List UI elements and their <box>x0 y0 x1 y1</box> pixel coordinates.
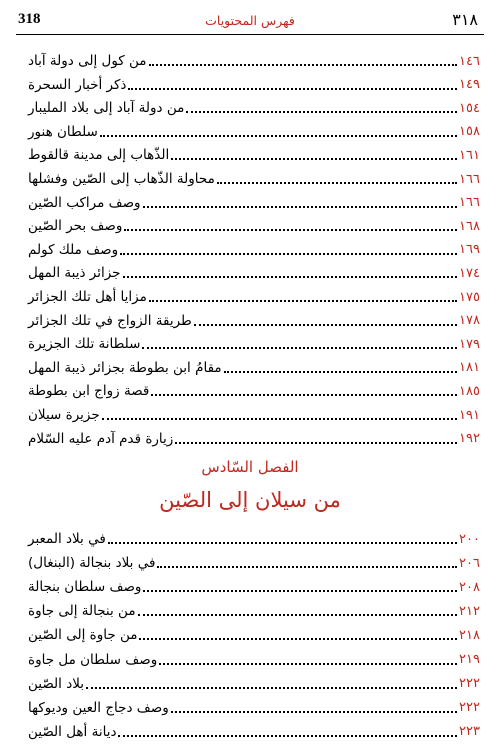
toc-entry-title: وصف سلطان بنجالة <box>28 579 142 596</box>
toc-entry-title: مقامُ ابن بطوطة بجزائر ذيبة المهل <box>28 359 222 376</box>
toc-entry-title: وصف بحر الصّين <box>28 218 123 235</box>
toc-entry-page: ١٩٢ <box>459 431 480 447</box>
toc-entry <box>24 121 482 143</box>
toc-entry-page: ١٦٩ <box>459 242 480 258</box>
dot-leader <box>120 253 457 255</box>
dot-leader <box>143 590 457 592</box>
toc-entry-page: ١٤٦ <box>459 53 480 69</box>
dot-leader <box>128 88 457 90</box>
toc-entry-title: من جاوة إلى الصّين <box>28 627 138 644</box>
toc-entry <box>24 576 482 598</box>
toc-entry <box>24 428 482 450</box>
toc-entry-title: بلاد الصّين <box>28 675 85 692</box>
page-number-latin: 318 <box>18 11 41 27</box>
toc-entry-title: جزيرة سيلان <box>28 407 100 423</box>
chapter-title: من سيلان إلى الصّين <box>159 488 341 512</box>
dot-leader <box>149 64 458 66</box>
dot-leader <box>157 566 457 568</box>
toc-entry-title: سلطانة تلك الجزيرة <box>28 336 141 353</box>
dot-leader <box>151 394 457 396</box>
toc-entry-page: ١٩١ <box>459 407 480 423</box>
toc-entry-title: وصف دجاج العين وديوكها <box>28 699 169 716</box>
toc-entry <box>24 239 482 261</box>
toc-entry-title: جزائر ذيبة المهل <box>28 265 121 282</box>
toc-entry-title: زيارة قدم آدم عليه السّلام <box>28 430 174 447</box>
toc-entry-page: ١٦١ <box>459 147 480 163</box>
toc-entry-title: سلطان هنور <box>28 123 98 140</box>
toc-entry-page: ١٧٩ <box>459 336 480 352</box>
running-title: فهرس المحتويات <box>205 13 295 28</box>
toc-entry-page: ١٧٥ <box>459 289 480 305</box>
toc-entry-title: وصف ملك كولم <box>28 241 119 258</box>
toc-entry <box>24 97 482 119</box>
dot-leader <box>142 347 457 349</box>
dot-leader <box>86 687 457 689</box>
toc-entry-title: مزايا أهل تلك الجزائر <box>28 289 147 305</box>
toc-entry <box>24 404 482 426</box>
dot-leader <box>175 442 457 444</box>
toc-entry <box>24 552 482 574</box>
dot-leader <box>143 206 457 208</box>
toc-entry <box>24 168 482 190</box>
toc-entry-page: ٢٢٣ <box>459 724 480 740</box>
toc-entry-page: ١٦٦ <box>459 195 480 211</box>
dot-leader <box>124 229 457 231</box>
toc-entry-page: ١٤٩ <box>459 77 480 93</box>
toc-entry-page: ١٦٨ <box>459 218 480 234</box>
toc-entry <box>24 262 482 284</box>
toc-entry-page: ٢١٢ <box>459 603 480 619</box>
toc-entry <box>24 50 482 72</box>
toc-entry-title: الذّهاب إلى مدينة قالقوط <box>28 147 170 164</box>
toc-entry-title: طريقة الزواج في تلك الجزائر <box>28 312 192 329</box>
toc-entry <box>24 310 482 332</box>
dot-leader <box>102 418 457 420</box>
toc-entry-page: ١٧٤ <box>459 265 480 281</box>
dot-leader <box>139 638 457 640</box>
page-number-arabic: ٣١٨ <box>452 10 478 29</box>
toc-entry <box>24 215 482 237</box>
toc-entry <box>24 286 482 308</box>
toc-entry <box>24 74 482 96</box>
toc-entry-title: في بلاد بنجالة (البنغال) <box>28 555 156 572</box>
toc-entry <box>24 721 482 743</box>
dot-leader <box>123 276 458 278</box>
dot-leader <box>138 614 457 616</box>
dot-leader <box>118 735 457 737</box>
toc-entry <box>24 528 482 550</box>
toc-entry-title: في بلاد المعبر <box>28 531 106 547</box>
toc-entry-page: ٢٢٢ <box>459 676 480 692</box>
toc-entry-title: قصة زواج ابن بطوطة <box>28 383 150 400</box>
toc-entry-title: ديانة أهل الصّين <box>28 723 117 740</box>
toc-entry-title: وصف مراكب الصّين <box>28 194 141 211</box>
toc-entry <box>24 697 482 719</box>
toc-entry-page: ٢١٨ <box>459 627 480 643</box>
toc-entry-title: من بنجالة إلى جاوة <box>28 603 136 620</box>
toc-entry <box>24 624 482 646</box>
toc-entry-page: ٢٠٨ <box>459 579 480 595</box>
toc-entry-page: ١٨١ <box>459 360 480 376</box>
toc-entry-title: من دولة آباد إلى بلاد المليبار <box>28 100 185 117</box>
dot-leader <box>217 182 457 184</box>
dot-leader <box>171 158 457 160</box>
dot-leader <box>100 135 457 137</box>
toc-entry-page: ١٧٨ <box>459 313 480 329</box>
toc-entry-page: ١٨٥ <box>459 383 480 399</box>
dot-leader <box>108 542 457 544</box>
toc-entry-page: ٢٠٠ <box>459 531 480 547</box>
dot-leader <box>149 300 457 302</box>
toc-entry-page: ٢١٩ <box>459 652 480 667</box>
chapter-label: الفصل السّادس <box>201 458 299 476</box>
toc-entry-page: ١٥٨ <box>459 124 480 140</box>
toc-entry <box>24 673 482 695</box>
dot-leader <box>159 663 457 665</box>
toc-entry-title: محاولة الذّهاب إلى الصّين وفشلها <box>28 171 215 187</box>
toc-entry-page: ٢٠٦ <box>459 555 480 571</box>
toc-entry <box>24 333 482 355</box>
toc-entry <box>24 649 482 671</box>
toc-entry-page: ٢٢٢ <box>459 700 480 716</box>
toc-entry <box>24 192 482 214</box>
toc-entry <box>24 600 482 622</box>
toc-entry-page: ١٦٦ <box>459 171 480 187</box>
dot-leader <box>186 111 457 113</box>
toc-entry <box>24 380 482 402</box>
page-header <box>16 8 484 35</box>
dot-leader <box>171 711 457 713</box>
toc-entry <box>24 144 482 166</box>
dot-leader <box>224 371 457 373</box>
dot-leader <box>194 324 457 326</box>
toc-entry-title: ذكر أخبار السحرة <box>28 76 127 93</box>
toc-entry <box>24 357 482 379</box>
toc-entry-title: وصف سلطان مل جاوة <box>28 651 158 668</box>
toc-entry-title: من كول إلى دولة آباد <box>28 53 147 69</box>
toc-entry-page: ١٥٤ <box>459 100 480 116</box>
